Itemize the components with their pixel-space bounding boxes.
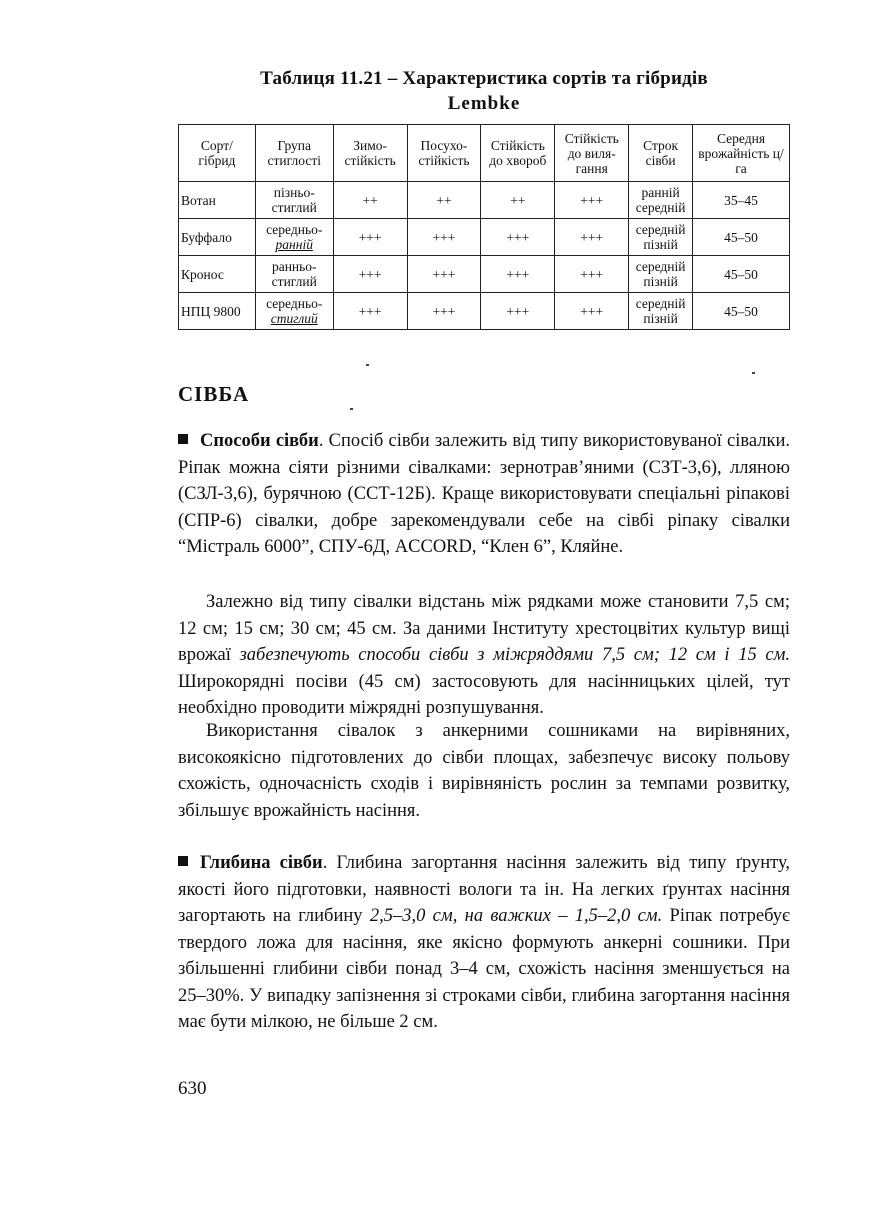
winter-hardiness: +++ xyxy=(333,293,407,330)
header-cell: Середня врожайність ц/га xyxy=(693,125,790,182)
header-cell: Сорт/ гібрид xyxy=(179,125,256,182)
sowing-line1: ранній xyxy=(641,185,680,200)
paragraph-anchor-openers xyxy=(178,718,790,824)
header-cell: Стійкість до виля- гання xyxy=(555,125,629,182)
paragraph-emphasis: 2,5–3,0 см, на важких – 1,5–2,0 см. xyxy=(369,906,663,926)
disease-resistance: ++ xyxy=(481,182,555,219)
maturity-group xyxy=(255,219,333,256)
winter-hardiness: ++ xyxy=(333,182,407,219)
sowing-time xyxy=(629,219,693,256)
sowing-time xyxy=(629,256,693,293)
maturity-line2: стиглий xyxy=(270,311,318,326)
maturity-line1: ранньо- xyxy=(271,259,317,274)
sowing-line2: пізній xyxy=(643,311,678,326)
winter-hardiness: +++ xyxy=(333,256,407,293)
paragraph-emphasis: забезпечують способи сівби з міжряддями 7,5 см; 12 см і 15 см. xyxy=(239,645,790,665)
table-title-line1: Таблиця 11.21 – Характеристика сортів та гібридів xyxy=(260,68,708,89)
sowing-line1: середній xyxy=(635,222,686,237)
maturity-group xyxy=(255,182,333,219)
disease-resistance: +++ xyxy=(481,219,555,256)
paragraph-lead: Способи сівби xyxy=(200,431,319,451)
average-yield: 45–50 xyxy=(693,256,790,293)
paragraph-row-spacing xyxy=(178,589,790,722)
variety-name: НПЦ 9800 xyxy=(179,293,256,330)
lodging-resistance: +++ xyxy=(555,219,629,256)
table-row xyxy=(179,219,790,256)
scan-speck xyxy=(350,408,353,410)
maturity-line2: стиглий xyxy=(271,274,317,289)
hybrids-table xyxy=(178,124,790,330)
average-yield: 35–45 xyxy=(693,182,790,219)
table-row xyxy=(179,293,790,330)
average-yield: 45–50 xyxy=(693,293,790,330)
disease-resistance: +++ xyxy=(481,293,555,330)
average-yield: 45–50 xyxy=(693,219,790,256)
maturity-group xyxy=(255,256,333,293)
bullet-square-icon xyxy=(178,856,188,866)
table-header-row xyxy=(179,125,790,182)
paragraph-lead: Глибина сівби xyxy=(200,853,323,873)
paragraph-text: Використання сівалок з анкерними сошниками на вирівняних, високоякісно підготовлених до сівби площах, забезпечує високу польову схожість, одночасність сходів і вирівняність рослин за темпами розвитку, збільшує врожайність насіння. xyxy=(178,721,790,821)
maturity-line1: середньо- xyxy=(266,222,323,237)
maturity-line2: стиглий xyxy=(271,200,317,215)
sowing-time xyxy=(629,293,693,330)
lodging-resistance: +++ xyxy=(555,256,629,293)
maturity-group xyxy=(255,293,333,330)
section-heading: СІВБА xyxy=(178,382,250,406)
drought-tolerance: +++ xyxy=(407,256,481,293)
lodging-resistance: +++ xyxy=(555,293,629,330)
page-number: 630 xyxy=(178,1078,207,1099)
table-row xyxy=(179,182,790,219)
table-title xyxy=(178,66,790,116)
sowing-line2: пізній xyxy=(643,274,678,289)
variety-name: Буффало xyxy=(179,219,256,256)
maturity-line1: середньо- xyxy=(266,296,323,311)
paragraph-text: . Глибина загортання насіння залежить від типу ґрунту, якості його підготовки, наявності вологи та ін. На легких ґрунтах насіння загортають на глибину xyxy=(178,853,790,926)
sowing-line2: середній xyxy=(635,200,686,215)
sowing-line1: середній xyxy=(635,259,686,274)
header-cell: Посухо- стійкість xyxy=(407,125,481,182)
maturity-line1: пізньо- xyxy=(273,185,315,200)
scan-speck xyxy=(366,364,369,366)
paragraph-text: Широкорядні посіви (45 см) застосовують для насінницьких цілей, тут необхідно проводити міжрядні розпушування. xyxy=(178,671,790,718)
sowing-line1: середній xyxy=(635,296,686,311)
drought-tolerance: +++ xyxy=(407,219,481,256)
paragraph-text: Залежно від типу сівалки відстань між рядками може становити 7,5 см; 12 см; 15 см; 30 см; 45 см. За даними Інституту хрестоцвітих культур вищі врожаї xyxy=(178,592,790,665)
disease-resistance: +++ xyxy=(481,256,555,293)
maturity-line2: ранній xyxy=(275,237,313,252)
sowing-time xyxy=(629,182,693,219)
table-row xyxy=(179,256,790,293)
winter-hardiness: +++ xyxy=(333,219,407,256)
table-title-line2: Lembke xyxy=(447,93,521,114)
bullet-square-icon xyxy=(178,434,188,444)
header-cell: Зимо- стійкість xyxy=(333,125,407,182)
lodging-resistance: +++ xyxy=(555,182,629,219)
drought-tolerance: ++ xyxy=(407,182,481,219)
header-cell: Група стиглості xyxy=(255,125,333,182)
header-cell: Стійкість до хвороб xyxy=(481,125,555,182)
variety-name: Кронос xyxy=(179,256,256,293)
drought-tolerance: +++ xyxy=(407,293,481,330)
paragraph-text: . Спосіб сівби залежить від типу використовуваної сівалки. Ріпак можна сіяти різними сівалками: зернотрав’яними (СЗТ-3,6), лляною (СЗЛ-3,6), бурячною (ССТ-12Б). Краще використовувати спеціальні ріпакові (СПР-6) сівалки, добре зарекомендували себе на сівбі ріпаку сівалки “Містраль 6000”, СПУ-6Д, ACCORD, “Клен 6”, Кляйне. xyxy=(178,431,790,557)
variety-name: Вотан xyxy=(179,182,256,219)
paragraph-sowing-depth xyxy=(178,850,790,1036)
sowing-line2: пізній xyxy=(643,237,678,252)
scan-speck xyxy=(752,372,755,374)
header-cell: Строк сівби xyxy=(629,125,693,182)
paragraph-sowing-methods xyxy=(178,428,790,561)
paragraph-text: Ріпак потребує твердого ложа для насіння, яке якісно формують анкерні сошники. При збільшенні глибини сівби понад 3–4 см, схожість насіння зменшується на 25–30%. У випадку запізнення зі строками сівби, глибина загортання насіння має бути мілкою, не більше 2 см. xyxy=(178,906,790,1032)
